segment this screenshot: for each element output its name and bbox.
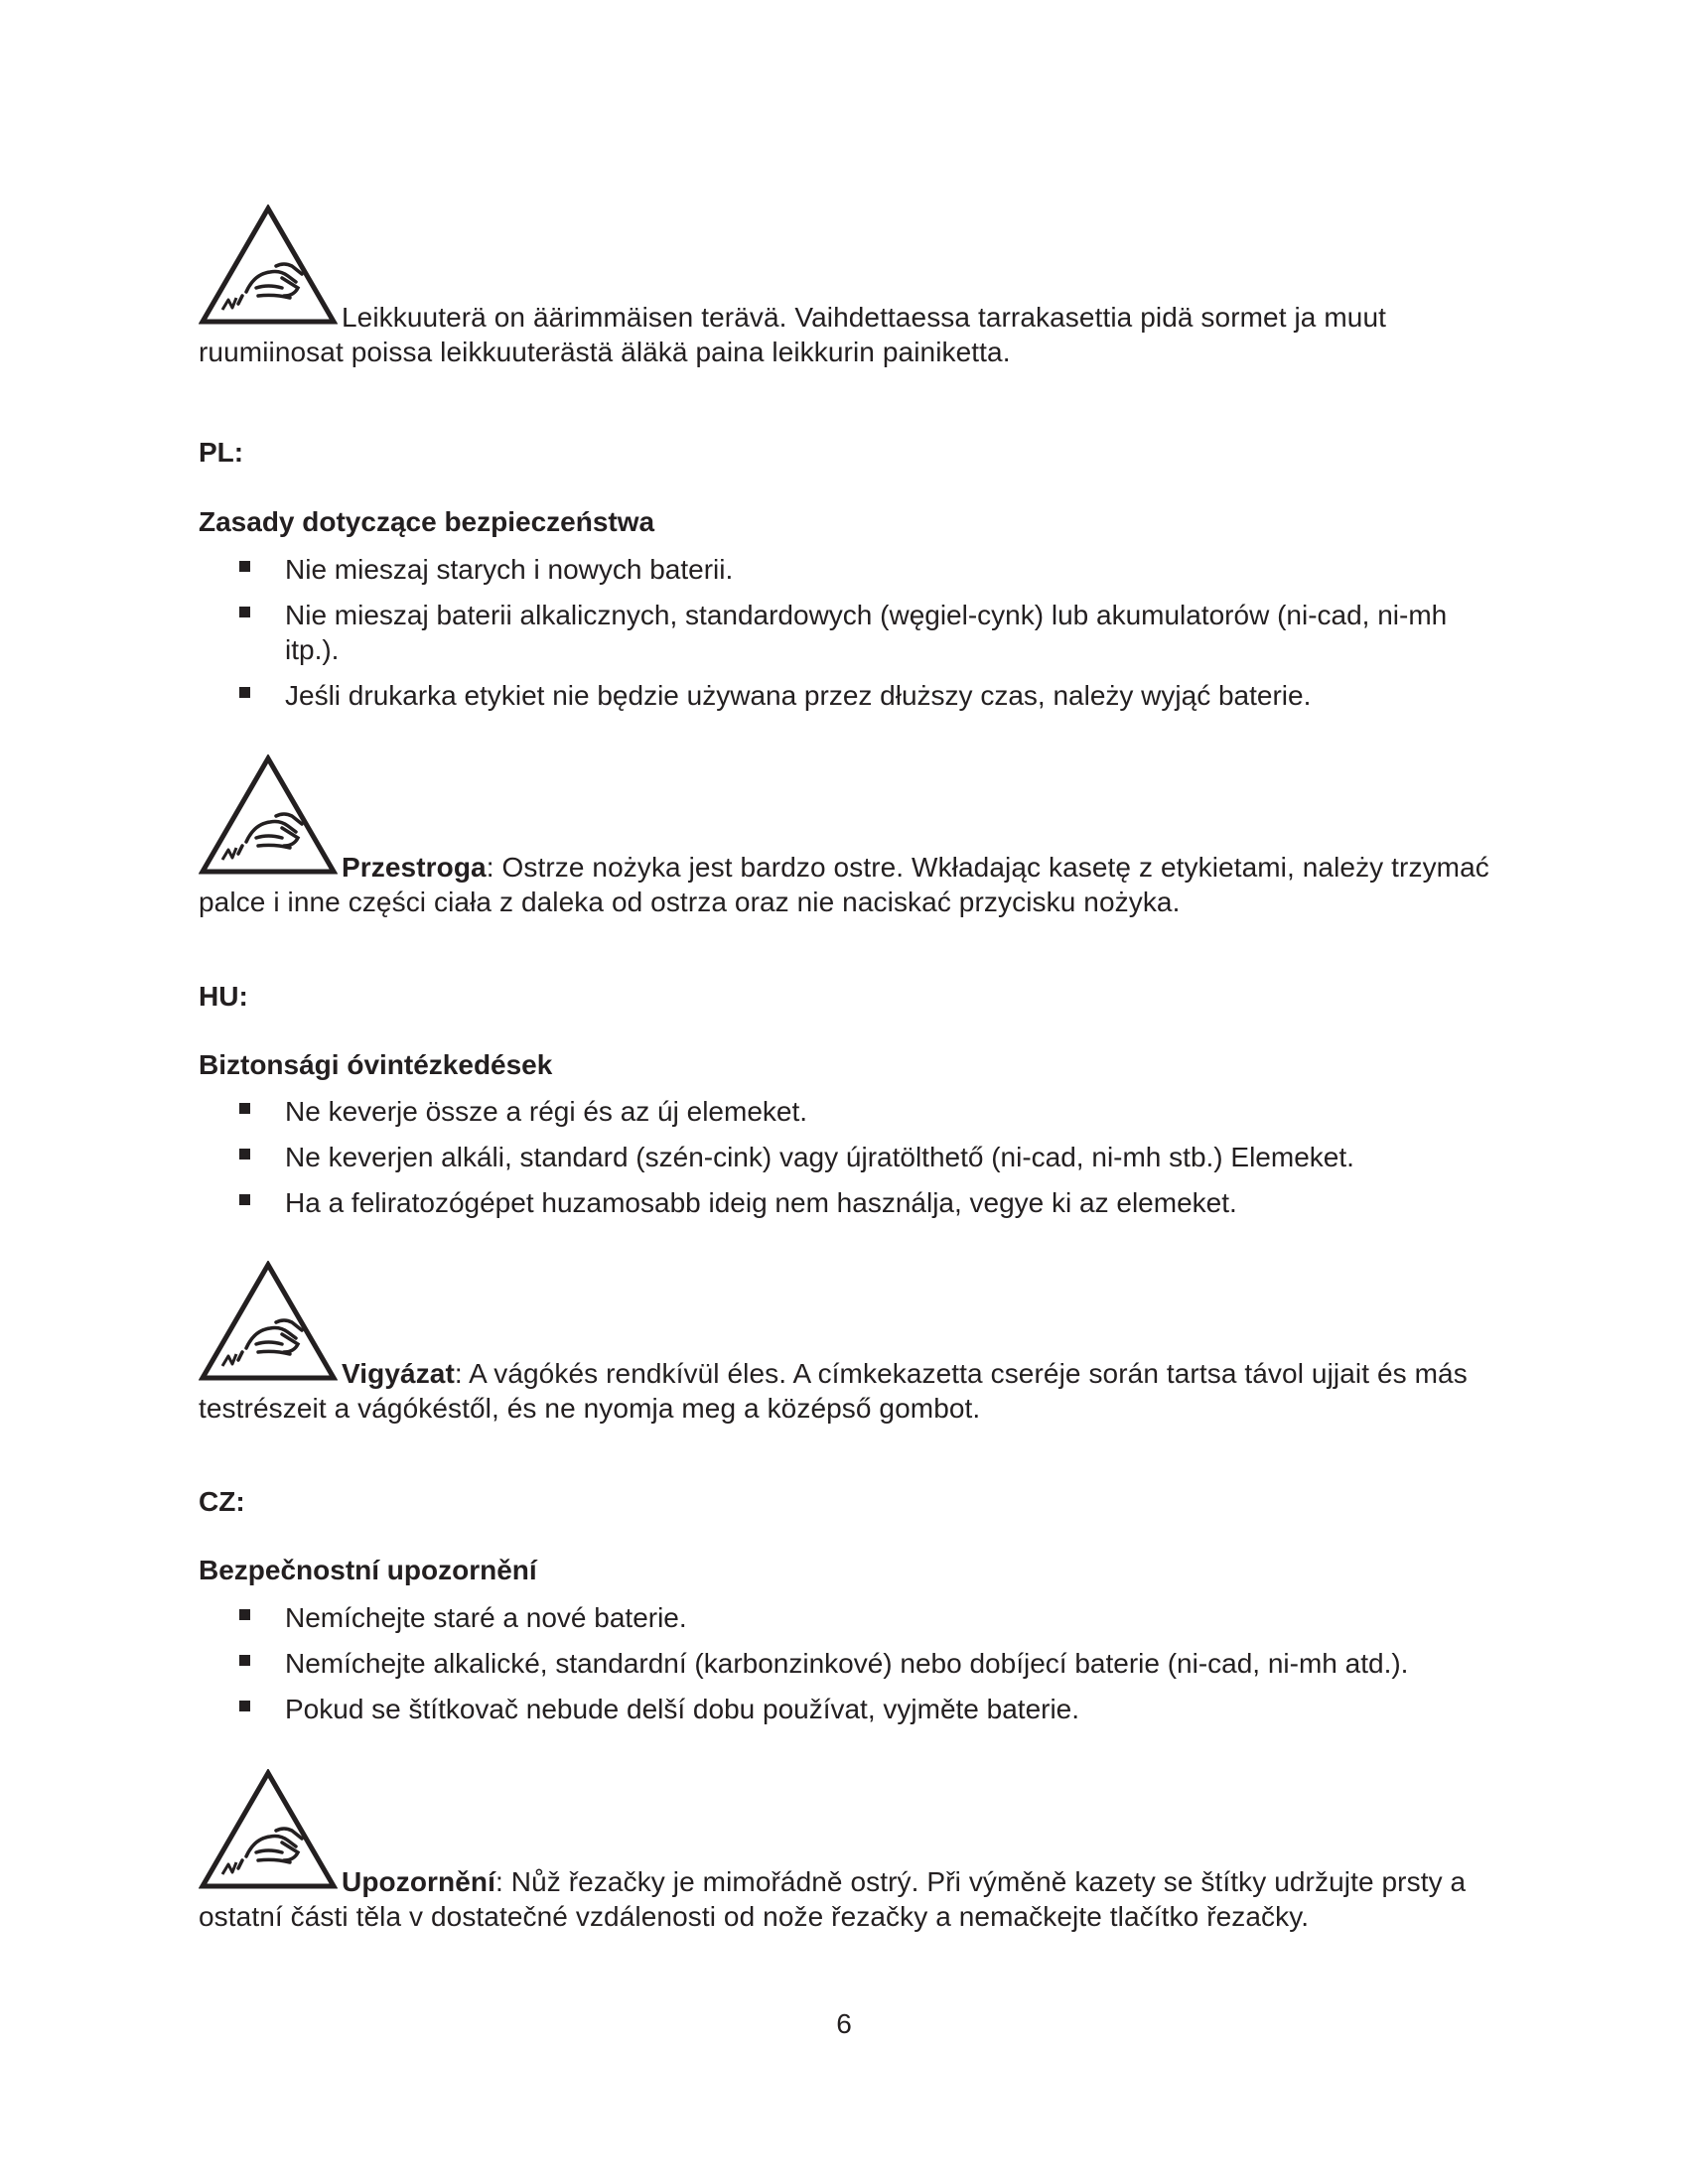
cz-warning-block [199, 1864, 1489, 1934]
list-item [199, 552, 1489, 587]
cut-hazard-icon [199, 1261, 338, 1390]
list-item-text: Ne keverje össze a régi és az új elemeket. [285, 1096, 808, 1127]
list-item-text: Nemíchejte staré a nové baterie. [285, 1602, 687, 1633]
safety-heading-pl: Zasady dotyczące bezpieczeństwa [199, 506, 655, 537]
list-item-text: Nemíchejte alkalické, standardní (karbonzinkové) nebo dobíjecí baterie (ni-cad, ni-mh atd.). [285, 1648, 1409, 1679]
list-item [199, 1600, 1489, 1635]
cut-hazard-icon [199, 754, 338, 884]
page-number: 6 [836, 2008, 852, 2039]
lang-code-hu: HU: [199, 981, 248, 1012]
safety-heading-hu: Biztonsági óvintézkedések [199, 1049, 553, 1080]
bullet-square-icon [239, 1194, 250, 1205]
list-item-text: Ne keverjen alkáli, standard (szén-cink) vagy újratölthető (ni-cad, ni-mh stb.) Elemeket. [285, 1142, 1354, 1172]
bullet-square-icon [239, 1609, 250, 1620]
list-item [199, 1140, 1489, 1174]
bullet-list-cz [199, 1600, 1489, 1737]
hu-warning [199, 1356, 1489, 1426]
pl-warning [199, 850, 1489, 919]
list-item-text: Pokud se štítkovač nebude delší dobu používat, vyjměte baterie. [285, 1694, 1080, 1724]
list-item [199, 598, 1489, 667]
safety-heading-cz: Bezpečnostní upozornění [199, 1555, 537, 1585]
warning-label-pl: Przestroga [342, 852, 487, 883]
list-item-text: Ha a feliratozógépet huzamosabb ideig nem használja, vegye ki az elemeket. [285, 1187, 1237, 1218]
list-item-text: Jeśli drukarka etykiet nie będzie używana przez dłuższy czas, należy wyjąć baterie. [285, 680, 1312, 711]
lang-code-pl: PL: [199, 437, 244, 468]
bullet-square-icon [239, 1149, 250, 1160]
list-item-text: Nie mieszaj starych i nowych baterii. [285, 554, 734, 585]
warning-text-hu: : A vágókés rendkívül éles. A címkekazetta cseréje során tartsa távol ujjait és más testrészeit a vágókéstől, és ne nyomja meg a középső gombot. [199, 1358, 1468, 1424]
pl-warning-block [199, 850, 1489, 919]
fi-warning-text: Leikkuuterä on äärimmäisen terävä. Vaihdettaessa tarrakasettia pidä sormet ja muut ruumiinosat poissa leikkuuterästä äläkä paina leikkurin painiketta. [199, 302, 1386, 367]
lang-code-cz: CZ: [199, 1486, 245, 1517]
bullet-square-icon [239, 1103, 250, 1114]
bullet-square-icon [239, 561, 250, 572]
list-item [199, 1185, 1489, 1220]
list-item-text: Nie mieszaj baterii alkalicznych, standardowych (węgiel-cynk) lub akumulatorów (ni-cad, ni-mh itp.). [285, 600, 1448, 665]
hu-warning-block [199, 1356, 1489, 1426]
bullet-square-icon [239, 1655, 250, 1666]
list-item [199, 1692, 1489, 1726]
list-item [199, 1094, 1489, 1129]
cut-hazard-icon [199, 205, 338, 334]
bullet-square-icon [239, 607, 250, 617]
cz-warning [199, 1864, 1489, 1934]
list-item [199, 1646, 1489, 1681]
warning-label-cz: Upozornění [342, 1866, 495, 1897]
bullet-square-icon [239, 687, 250, 698]
warning-text-pl: : Ostrze nożyka jest bardzo ostre. Wkładając kasetę z etykietami, należy trzymać palce i inne części ciała z daleka od ostrza oraz nie naciskać przycisku nożyka. [199, 852, 1489, 917]
warning-label-hu: Vigyázat [342, 1358, 455, 1389]
bullet-square-icon [239, 1701, 250, 1711]
cut-hazard-icon [199, 1769, 338, 1898]
list-item [199, 678, 1489, 713]
bullet-list-hu [199, 1094, 1489, 1231]
fi-warning [199, 300, 1489, 369]
bullet-list-pl [199, 552, 1489, 724]
warning-text-cz: : Nůž řezačky je mimořádně ostrý. Při výměně kazety se štítky udržujte prsty a ostatní části těla v dostatečné vzdálenosti od nože řezačky a nemačkejte tlačítko řezačky. [199, 1866, 1467, 1932]
fi-warning-block [199, 300, 1489, 369]
